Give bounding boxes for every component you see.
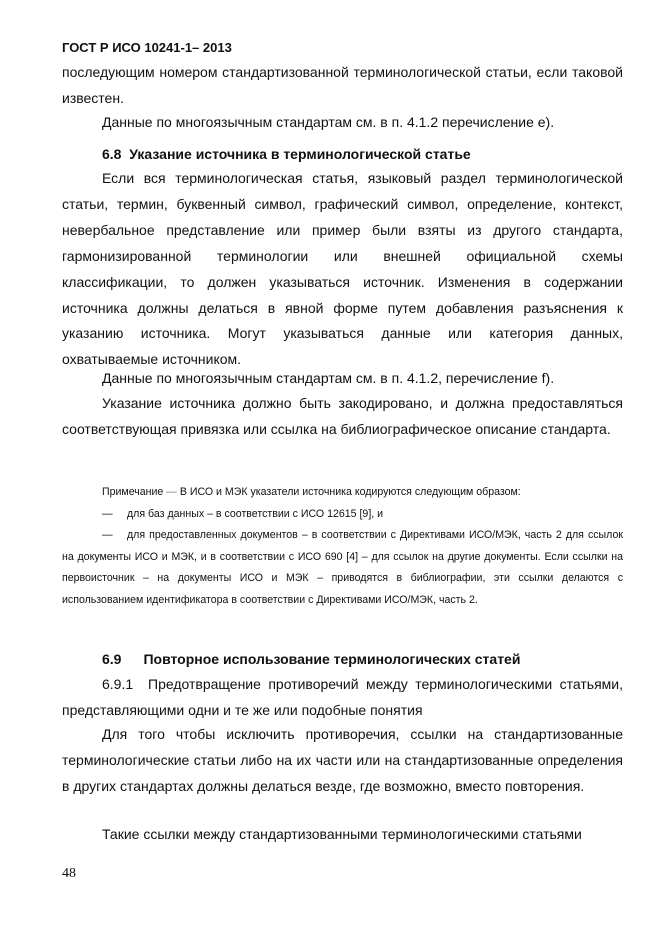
section-number: 6.8 (102, 146, 122, 162)
list-dash: — (102, 529, 113, 542)
section-title: Повторное использование терминологических статей (143, 651, 521, 667)
paragraph-source-coding: Указание источника должно быть закодировано, и должна предоставляться соответствующая привязка или ссылка на библиографическое описание стандарта. (62, 395, 623, 437)
list-dash: — (102, 507, 113, 520)
note-item-databases: — для баз данных – в соответствии с ИСО 12615 [9], и (62, 504, 623, 526)
page-number: 48 (62, 866, 76, 881)
paragraph-source-indication: Если вся терминологическая статья, языковый раздел терминологической статьи, термин, буквенный символ, графический символ, определение, контекст, невербальное представление или пример были взяты из другого стандарта, гармонизированной терминологии или внешней официальной схемы классификации, то должен указываться источник. Изменения в содержании источника должны делаться в явной форме путем добавления разъяснения к указанию источника. Могут указываться данные или категория данных, охватываемые источником. (62, 170, 623, 368)
document-header: ГОСТ Р ИСО 10241-1– 2013 (62, 40, 232, 55)
subsection-title: Предотвращение противоречий между терминологическими статьями, представляющими одни и те же или подобные понятия (62, 676, 624, 718)
paragraph-multilingual-ref-e: Данные по многоязычным стандартам см. в п. 4.1.2 перечисление e). (102, 114, 555, 130)
section-title: Указание источника в терминологической статье (129, 146, 471, 162)
section-number: 6.9 (102, 651, 122, 667)
note-block (62, 482, 623, 612)
section-heading-6-8 (62, 142, 623, 168)
subsection-number: 6.9.1 (102, 676, 134, 692)
note-dash: — (166, 486, 177, 498)
paragraph-continuation: последующим номером стандартизованной терминологической статьи, если таковой известен. (62, 64, 623, 106)
paragraph-cross-references: Такие ссылки между стандартизованными терминологическими статьями (102, 826, 582, 842)
paragraph-references: Для того чтобы исключить противоречия, ссылки на стандартизованные терминологические статьи либо на их части или на стандартизованные определения в других стандартах должны делаться везде, где возможно, вместо повторения. (62, 726, 623, 794)
note-label: Примечание (102, 486, 164, 498)
section-heading-6-9 (62, 647, 623, 673)
note-item-documents: — для предоставленных документов – в соответствии с Директивами ИСО/МЭК, часть 2 для ссылок на документы ИСО и МЭК, и в соответствии с ИСО 690 [4] – для ссылок на другие документы. Если ссылки на первоисточник – на документы ИСО и МЭК – приводятся в библиографии, эти ссылки делаются с использованием идентификатора в соответствии с Директивами ИСО/МЭК, часть 2. (62, 525, 623, 611)
note-intro: Примечание — В ИСО и МЭК указатели источника кодируются следующим образом: (102, 486, 521, 498)
subsection-heading-6-9-1 (62, 672, 623, 724)
paragraph-multilingual-ref-f: Данные по многоязычным стандартам см. в п. 4.1.2, перечисление f). (102, 370, 555, 386)
